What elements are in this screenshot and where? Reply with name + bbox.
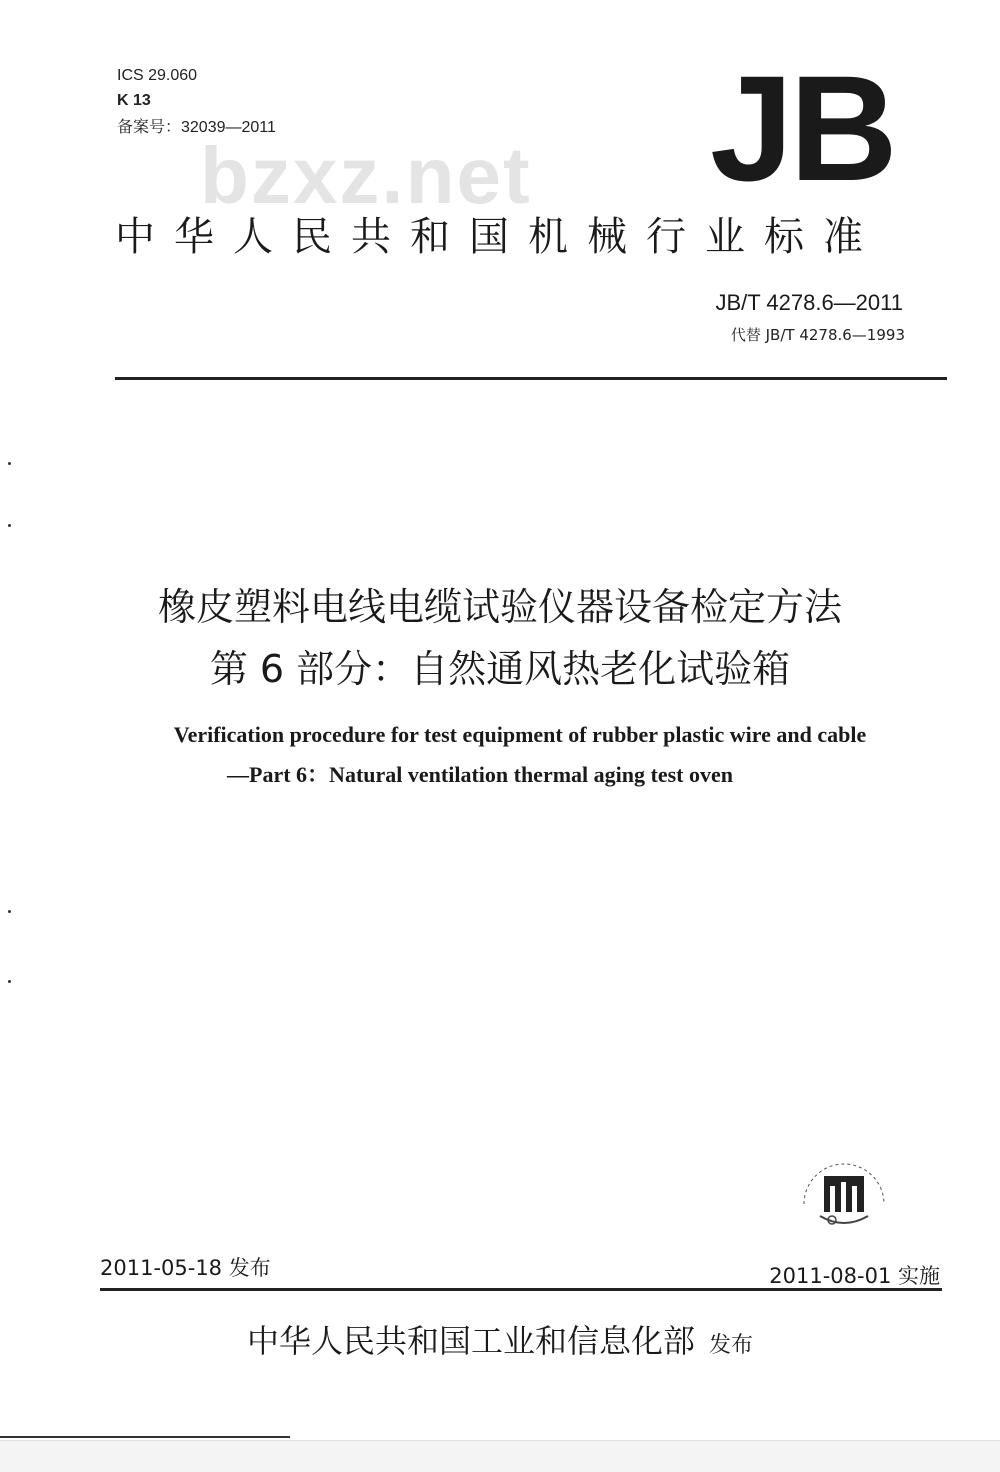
publisher-name: 中华人民共和国工业和信息化部: [246, 1322, 695, 1360]
publisher-suffix: 发布: [709, 1333, 754, 1358]
scan-speck: [8, 910, 11, 913]
page-edge-line: [0, 1436, 290, 1438]
publisher-line: [0, 1316, 1000, 1362]
english-title-line-1: Verification procedure for test equipment of rubber plastic wire and cable: [173, 722, 867, 747]
ics-code: ICS 29.060: [117, 67, 198, 84]
publisher-emblem: [800, 1160, 888, 1234]
record-number: 备案号：32039—2011: [117, 119, 276, 136]
standard-type-title: 中华人民共和国机械行业标准: [115, 214, 882, 260]
watermark: bzxz.net: [200, 131, 532, 220]
scan-speck: [8, 524, 11, 527]
page-bottom-band: [0, 1440, 1000, 1472]
replaces-note: 代替 JB/T 4278.6—1993: [730, 326, 905, 344]
english-title-line-2: —Part 6：Natural ventilation thermal aging test oven: [227, 762, 733, 787]
category-code: K 13: [117, 92, 151, 109]
scan-speck: [8, 462, 11, 465]
chinese-title-line-1: 橡皮塑料电线电缆试验仪器设备检定方法: [157, 585, 842, 629]
header-divider: [115, 377, 947, 380]
implementation-date: 2011-08-01 实施: [769, 1264, 940, 1288]
footer-divider: [100, 1288, 942, 1291]
scan-speck: [8, 980, 11, 983]
chinese-title-line-2: 第 6 部分：自然通风热老化试验箱: [209, 647, 791, 691]
jb-logo: JB: [710, 44, 894, 212]
issue-date: 2011-05-18 发布: [100, 1256, 271, 1280]
standard-number: JB/T 4278.6—2011: [715, 290, 903, 315]
